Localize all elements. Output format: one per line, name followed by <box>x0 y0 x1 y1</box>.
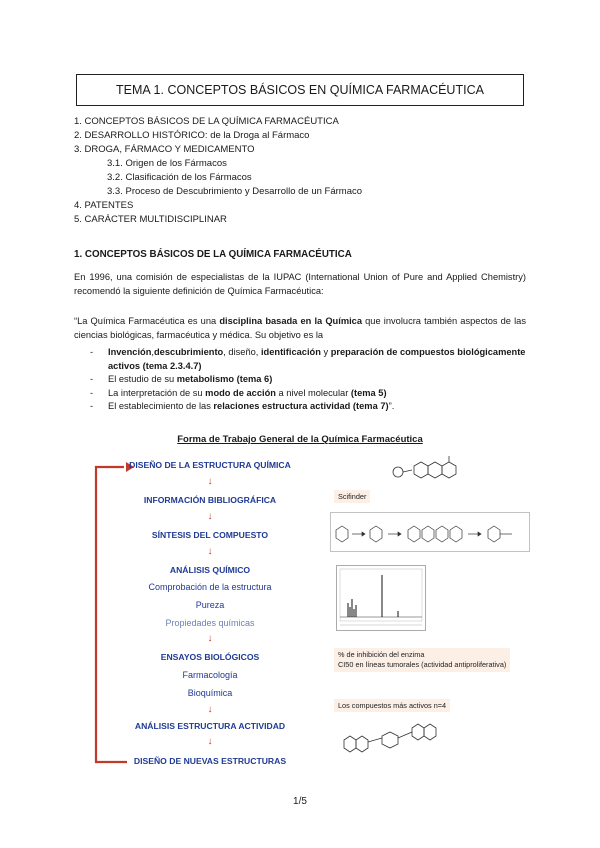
toc-subitem: 3.3. Proceso de Descubrimiento y Desarrollo de un Fármaco <box>107 186 363 197</box>
molecule-structure-icon <box>388 452 468 486</box>
flow-arrow: ↓ <box>207 704 213 715</box>
toc-item: 3. DROGA, FÁRMACO Y MEDICAMENTO <box>74 144 255 155</box>
flow-step-analysis: ANÁLISIS QUÍMICO <box>169 565 251 575</box>
list-item <box>74 387 529 401</box>
page-number: 1/5 <box>293 796 307 807</box>
toc-subitem: 3.1. Origen de los Fármacos <box>107 158 227 169</box>
active-compounds-note: Los compuestos más activos n=4 <box>334 699 450 712</box>
flow-step-synthesis: SÍNTESIS DEL COMPUESTO <box>151 530 269 540</box>
flow-step-design: DISEÑO DE LA ESTRUCTURA QUÍMICA <box>129 460 291 470</box>
flow-substep: Propiedades químicas <box>165 618 255 628</box>
definition-quote: “La Química Farmacéutica es una disciplina basada en la Química que involucra también aspectos de las ciencias biológicas, farmacéutica y médica. Su objetivo es la <box>74 316 526 340</box>
list-item <box>74 400 529 414</box>
flow-arrow: ↓ <box>207 511 213 522</box>
bullet-dash: - <box>90 387 94 398</box>
nmr-spectrum-icon <box>336 565 426 631</box>
bioassay-note: % de inhibición del enzima CI50 en líneas tumorales (actividad antiproliferativa) <box>334 648 510 672</box>
section-heading: 1. CONCEPTOS BÁSICOS DE LA QUÍMICA FARMACÉUTICA <box>74 249 352 260</box>
bullet-text: El estudio de su metabolismo (tema 6) <box>108 374 273 384</box>
flow-step-new-design: DISEÑO DE NUEVAS ESTRUCTURAS <box>133 756 287 766</box>
toc-subitem: 3.2. Clasificación de los Fármacos <box>107 172 252 183</box>
toc-item: 2. DESARROLLO HISTÓRICO: de la Droga al Fármaco <box>74 130 310 141</box>
table-of-contents <box>74 115 362 227</box>
flow-substep: Comprobación de la estructura <box>148 582 272 592</box>
bullet-dash: - <box>90 401 94 411</box>
flow-step-bibliography: INFORMACIÓN BIBLIOGRÁFICA <box>143 495 277 505</box>
toc-item: 1. CONCEPTOS BÁSICOS DE LA QUÍMICA FARMACÉUTICA <box>74 116 339 127</box>
bullet-dash: - <box>90 347 94 357</box>
reaction-scheme-icon <box>330 512 530 552</box>
bullet-text: La interpretación de su modo de acción a nivel molecular (tema 5) <box>108 387 387 398</box>
flow-substep: Pureza <box>195 600 225 610</box>
flow-step-sar: ANÁLISIS ESTRUCTURA ACTIVIDAD <box>134 721 286 731</box>
flow-arrow: ↓ <box>207 736 213 747</box>
list-item <box>74 373 529 387</box>
lead-molecule-icon <box>340 718 445 758</box>
bullet-text: El establecimiento de las relaciones estructura actividad (tema 7)”. <box>108 401 395 411</box>
page-title-box <box>76 74 524 106</box>
toc-item: 5. CARÁCTER MULTIDISCIPLINAR <box>74 214 227 225</box>
scifinder-note: Scifinder <box>334 490 370 503</box>
page-title: TEMA 1. CONCEPTOS BÁSICOS EN QUÍMICA FARMACÉUTICA <box>116 83 484 97</box>
flow-substep: Farmacología <box>182 670 238 680</box>
bullet-dash: - <box>90 374 94 384</box>
flow-arrow: ↓ <box>207 476 213 487</box>
intro-paragraph: En 1996, una comisión de especialistas de la IUPAC (International Union of Pure and Applied Chemistry) recomendó la siguiente definición de Química Farmacéutica: <box>74 272 526 296</box>
list-item <box>74 346 529 373</box>
figure-title: Forma de Trabajo General de la Química Farmacéutica <box>177 434 423 445</box>
toc-item: 4. PATENTES <box>74 200 134 211</box>
bullet-text: Invención,descubrimiento, diseño, identificación y preparación de compuestos biológicamente activos (tema 2.3.4.7) <box>108 347 526 371</box>
flow-substep: Bioquímica <box>187 688 233 698</box>
objective-list <box>74 346 529 414</box>
flow-step-bioassays: ENSAYOS BIOLÓGICOS <box>160 652 260 662</box>
flow-arrow: ↓ <box>207 546 213 557</box>
flow-arrow: ↓ <box>207 633 213 644</box>
